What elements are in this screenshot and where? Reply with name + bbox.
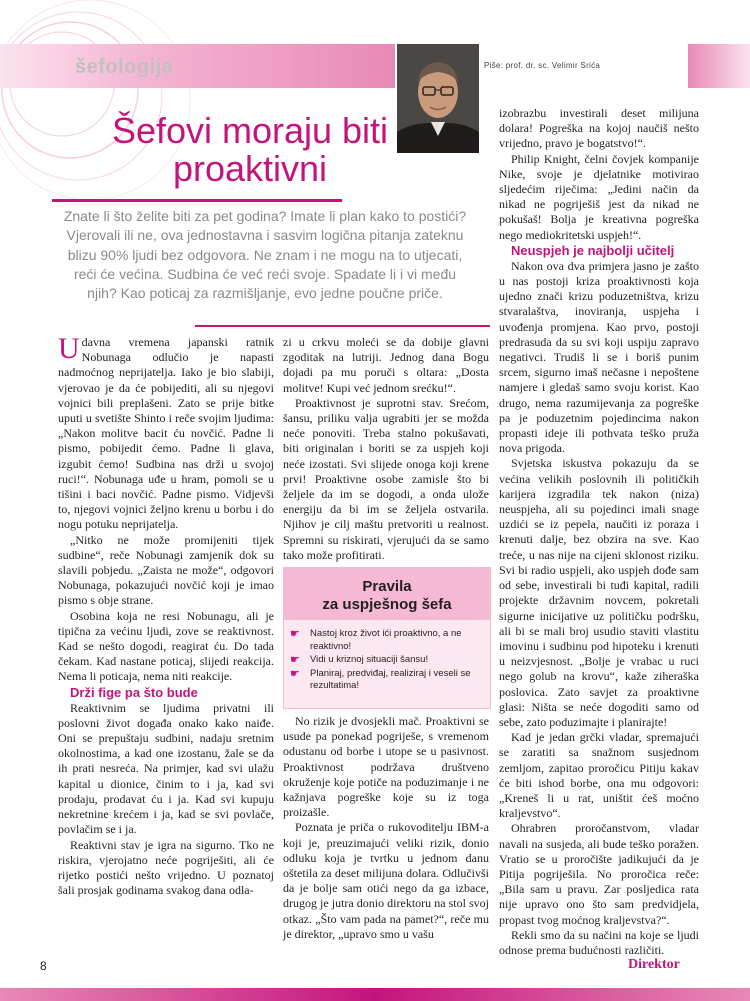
lead-divider: [195, 325, 490, 327]
paragraph: Reaktivnim se ljudima privatni ili poslovni život događa onako kako naiđe. Oni se prepuštaju sudbini, nadaju sretnim okolnostima, a kad one izostanu, žale se da ih prati nesreća. Na primjer, kad svi ulažu kapital u dionice, činim to i ja, kad svi prodaju, prodavat ću i ja. Kad svi kupuju nekretnine krećem i ja, kad se svi povlače, povlačim se i ja.: [58, 700, 274, 837]
footer-band: [0, 988, 750, 1001]
rules-box-title-line: za uspješnog šefa: [322, 596, 452, 613]
magazine-brand: Direktor: [628, 957, 680, 972]
paragraph: Philip Knight, čelni čovjek kompanije Nike, svoje je djelatnike motivirao sljedećim riječima: „Jedini način da nikad ne pogriješiš jest da nikad ne pokušaš! Bolja je kreativna pogreška nego mediokritetski uspjeh!“.: [499, 151, 699, 242]
title-divider: [52, 199, 342, 202]
drop-cap: U: [58, 332, 80, 365]
rules-list-item-text: Planiraj, predviđaj, realiziraj i veseli se rezultatima!: [310, 667, 471, 691]
rules-box: [283, 567, 491, 709]
column-2: [283, 335, 489, 563]
subheading: Neuspjeh je najbolji učitelj: [511, 242, 675, 258]
column-3: [499, 106, 699, 958]
paragraph-text: davna vremena japanski ratnik Nobunaga odlučio je napasti nadmoćnog neprijatelja. Iako je bio slabiji, vjerovao je da će pobijediti, ali su njegovi vojnici bili preplašeni. Zato se prije bitke uputi u svetište Shinto i reče svojim ljudima: „Nakon molitve bacit ću novčić. Padne li pismo, pobijedit ćemo. Padne li glava, izgubit ćemo! Sudbina nas drži u svojoj ruci!“. Nobunaga uđe u hram, pomoli se u tišini i baci novčić. Padne pismo. Vidjevši to, njegovi vojnici željno krenu u borbu i do nogu potuku neprijatelja.: [58, 335, 274, 532]
pointing-hand-icon: ☛: [290, 654, 300, 666]
column-1: [58, 332, 274, 898]
rules-list-item: [290, 628, 486, 653]
article-lead: Znate li što želite biti za pet godina? Imate li plan kako to postići? Vjerovali ili ne, ova jednostavna i sasvim logična pitanja zateknu blizu 90% ljudi bez odgovora. Ne znam i ne mogu na to utjecati, reći će većina. Sudbina će već reći svoje. Spadate li i vi među njih? Kao poticaj za razmišljanje, evo jedne poučne priče.: [63, 208, 467, 302]
paragraph: „Nitko ne može promijeniti tijek sudbine“, reče Nobunagi zamjenik dok su slavili pobjedu. „Zaista ne može“, odgovori Nobunaga, pokazujući novčić koji je imao pismo s obje strane.: [58, 532, 274, 608]
subheading: Drži fige pa što bude: [70, 684, 198, 700]
paragraph: zi u crkvu moleći se da dobije glavni zgoditak na lutriji. Jednog dana Bogu dojadi pa mu poruči s oltara: „Dosta molitve! Kupi već jednom srećku!“.: [283, 335, 489, 395]
rules-box-title-line: Pravila: [362, 578, 412, 595]
paragraph: Proaktivnost je suprotni stav. Srećom, šansu, priliku valja ugrabiti jer se možda neće ponoviti. Treba stalno pokušavati, biti originalan i boriti se za uspjeh koji neće izostati. Svi slijede onoga koji krene prvi! Proaktivne osobe zamisle što bi željele da im se dogodi, a onda ulože energiju da bi im se željela ostvarila. Njihov je cilj maštu pretvoriti u realnost. Spremni su riskirati, vjerujući da se samo tako može profitirati.: [283, 395, 489, 562]
paragraph: Poznata je priča o rukovoditelju IBM-a koji je, preuzimajući veliki rizik, donio odluku koja je tvrtku u jednom danu oštetila za deset milijuna dolara. Odlučivši da je bolje sam otići nego da ga izbace, drugog je jutra donio direktoru na stol svoj otkaz. „Što vam pada na pamet?“, reče mu je direktor, „upravo smo u vašu: [283, 820, 489, 941]
pointing-hand-icon: ☛: [290, 628, 300, 640]
paragraph: Ohrabren proročanstvom, vladar navali na susjeda, ali bude teško poražen. Vratio se u proročište jadikujući da je Pitija pogriješila. No proročica reče: „Bila sam u pravu. Zar posljedica rata nije upravo ono što sam predvidjela, propast tvog moćnog kraljevstva?“.: [499, 821, 699, 927]
rules-box-title: [284, 578, 490, 614]
header-band-right: [688, 44, 750, 88]
rules-list-item-text: Vidi u kriznoj situaciji šansu!: [310, 654, 429, 665]
author-photo: [397, 44, 479, 153]
rules-list-item: [290, 654, 486, 667]
paragraph: No rizik je dvosjekli mač. Proaktivni se usude pa ponekad pogriješe, s vremenom odustanu od borbe i utope se u pasivnost. Proaktivnost podržava društveno okruženje koje potiče na poduzimanje i ne kažnjava pogreške koje su iz toga proizašle.: [283, 714, 489, 820]
section-label: šefologija: [75, 56, 174, 78]
paragraph: izobrazbu investirali deset milijuna dolara! Pogreška na kojoj naučiš nešto vrijedno, pravo je bogatstvo!“.: [499, 106, 699, 151]
paragraph: Rekli smo da su načini na koje se ljudi odnose prema budućnosti različiti.: [499, 927, 699, 957]
author-byline: Piše: prof. dr. sc. Velimir Srića: [484, 61, 601, 70]
paragraph: [58, 332, 274, 533]
header-band: [0, 44, 395, 88]
rules-list: [290, 628, 486, 694]
article-title: Šefovi moraju biti proaktivni: [111, 110, 389, 189]
paragraph: Kad je jedan grčki vladar, spremajući se zaratiti sa snažnom susjednom zemljom, zapitao proročicu Pitiju kakav će biti ishod borbe, ona mu odgovori: „Kreneš li u rat, uništit ćeš moćno kraljevstvo“.: [499, 730, 699, 821]
paragraph: Reaktivni stav je igra na sigurno. Tko ne riskira, vjerojatno neće pogriješiti, ali će rijetko postići nešto vrijedno. U poznatoj šali prosjak godinama svakog dana odla-: [58, 837, 274, 898]
rules-list-item-text: Nastoj kroz život ići proaktivno, a ne reaktivno!: [310, 628, 462, 652]
paragraph: Osobina koja ne resi Nobunagu, ali je tipična za većinu ljudi, zove se reaktivnost. Kad se nešto dogodi, reagirat ću. Do tada čekam. Kad nastane poticaj, slijedi reakcija. Nema li poticaja, nema niti reakcije.: [58, 608, 274, 684]
paragraph: Nakon ova dva primjera jasno je zašto u nas postoji kriza proaktivnosti koja ujedno znači krizu poduzetništva, krizu stvaralaštva, inoviranja, uspjeha i uvođenja promjena. Kao prvo, postoji predrasuda da su svi koji uspiju zapravo negativci. Trudiš li se i boriš punim srcem, sigurno imaš nečasne i nepoštene namjere i gledaš samo svoju korist. Kao drugo, nema razumijevanja za pogreške pa je poduzetnim pojedincima nakon propasti ideje ili pothvata teško pruža nova prigoda.: [499, 258, 699, 456]
pointing-hand-icon: ☛: [290, 667, 300, 680]
rules-list-item: [290, 668, 486, 693]
column-2-continued: [283, 714, 489, 942]
page-number: 8: [40, 959, 47, 973]
paragraph: Svjetska iskustva pokazuju da se većina velikih poslovnih ili političkih karijera izgradila tek nakon (niza) neuspjeha, ali su pojedinci imali snage uzdići se iz pepela, naučiti iz poraza i krenuti dalje, bez obzira na sve. Kao treće, u nas nije na cijeni sklonost riziku. Svi bi radio uspjeli, ako uspjeh dođe sam od sebe, investirali bi tuđi kapital, radili projekte državnim novcem, pokretali sigurne inicijative uz političku podršku, ali bi se mali broj usudio staviti vlastitu imovinu i sudbinu pod hipoteku i krenuti u neizvjesnost. „Bolje je vrabac u ruci nego golub na krovu“, kaže ziheraška poslovica. Zato savjet za proaktivne glasi: Ništa se neće dogoditi samo od sebe, zato poduzimajte i planirajte!: [499, 456, 699, 729]
